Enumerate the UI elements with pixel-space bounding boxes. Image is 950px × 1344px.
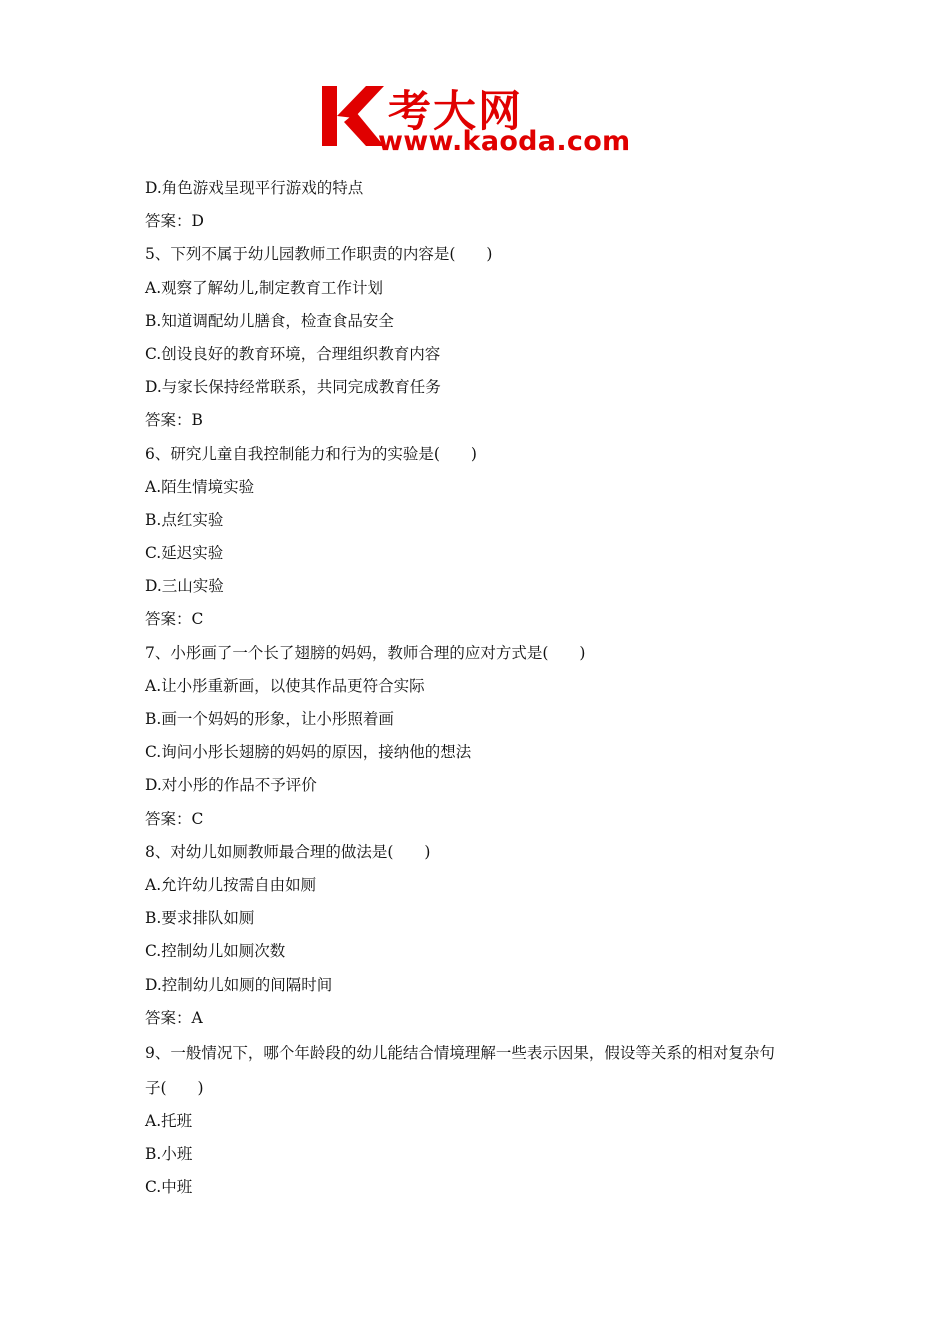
option-text: A.托班 [145,1111,193,1130]
kaoda-logo [318,80,638,160]
logo-chinese-name: 考大网 [388,87,523,137]
answer-text: 答案：C [145,809,204,828]
option-text: B.知道调配幼儿膳食，检查食品安全 [145,311,394,330]
document-body [145,172,825,1204]
question-text-continued: 子( ) [145,1078,204,1097]
question-text: 6、研究儿童自我控制能力和行为的实验是( ) [145,444,477,463]
option-text: B.点红实验 [145,510,224,529]
question-text: 9、一般情况下，哪个年龄段的幼儿能结合情境理解一些表示因果，假设等关系的相对复杂句 [145,1043,775,1062]
k-logo-icon [318,82,386,150]
option-text: D.控制幼儿如厕的间隔时间 [145,975,333,994]
option-text: D.对小彤的作品不予评价 [145,776,317,795]
option-text: C.中班 [145,1178,193,1197]
question-text: 8、对幼儿如厕教师最合理的做法是( ) [145,842,431,861]
option-text: A.让小彤重新画，以使其作品更符合实际 [145,676,425,695]
question-text: 7、小彤画了一个长了翅膀的妈妈，教师合理的应对方式是( ) [145,643,586,662]
option-text: A.陌生情境实验 [145,477,255,496]
answer-text: 答案：D [145,212,204,231]
option-text: C.询问小彤长翅膀的妈妈的原因，接纳他的想法 [145,743,472,762]
option-text: D.三山实验 [145,577,224,596]
option-text: D.角色游戏呈现平行游戏的特点 [145,179,364,197]
option-text: B.小班 [145,1145,193,1164]
option-text: C.延迟实验 [145,544,224,563]
option-text: A.允许幼儿按需自由如厕 [145,875,317,894]
question-text: 5、下列不属于幼儿园教师工作职责的内容是( ) [145,245,493,264]
option-text: B.画一个妈妈的形象，让小彤照着画 [145,710,394,728]
option-text: A.观察了解幼儿,制定教育工作计划 [145,278,384,297]
option-text: C.控制幼儿如厕次数 [145,942,286,961]
logo-url: www.kaoda.com [378,126,631,157]
answer-text: 答案：A [145,1008,203,1027]
option-text: D.与家长保持经常联系，共同完成教育任务 [145,378,441,397]
answer-text: 答案：C [145,610,204,629]
option-text: C.创设良好的教育环境，合理组织教育内容 [145,344,441,363]
option-text: B.要求排队如厕 [145,909,255,928]
answer-text: 答案：B [145,411,203,430]
